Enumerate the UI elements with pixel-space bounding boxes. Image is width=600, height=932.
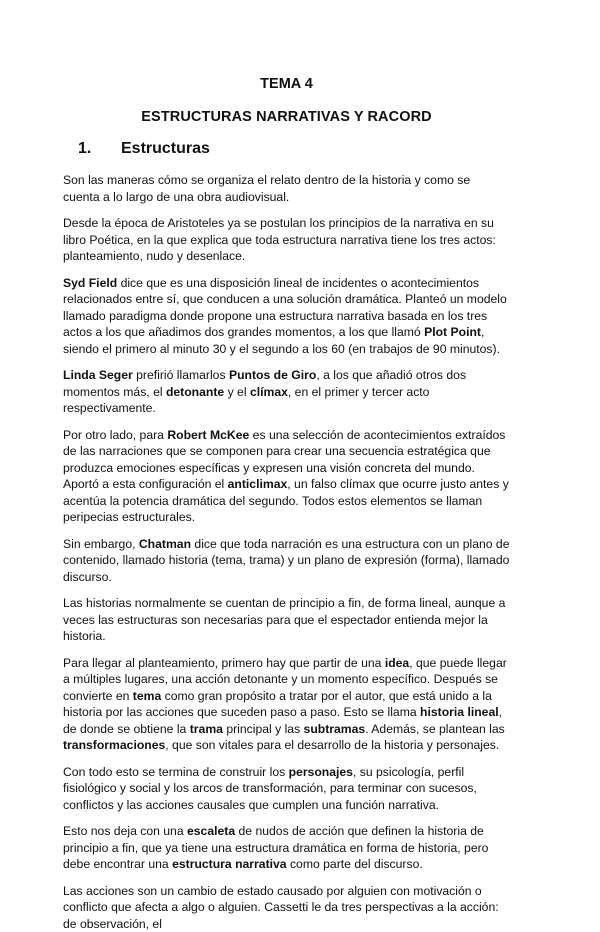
bold-term: tema bbox=[133, 689, 161, 703]
paragraph-robert-mckee bbox=[63, 427, 510, 526]
paragraph-text: , que son vitales para el desarrollo de la historia y personajes. bbox=[165, 738, 499, 752]
paragraph-intro: Son las maneras cómo se organiza el relato dentro de la historia y como se cuenta a lo largo de una obra audiovisual. bbox=[63, 172, 510, 205]
paragraph-text: . Además, se plantean las bbox=[365, 722, 505, 736]
paragraph-syd-field bbox=[63, 275, 510, 358]
bold-term: clímax bbox=[250, 385, 288, 399]
paragraph-text: de nudos de acción que definen la historia de principio a fin, que ya tiene una estructura dramática en forma de historia, pero debe encontrar una bbox=[63, 824, 488, 871]
paragraph-text: Para llegar al planteamiento, primero hay que partir de una bbox=[63, 656, 385, 670]
paragraph-text: como gran propósito a tratar por el autor, que está unido a la historia por las acciones que suceden paso a paso. Esto se llama bbox=[63, 689, 492, 720]
paragraph-text: , su psicología, perfil fisiológico y social y los arcos de transformación, para terminar con sucesos, conflictos y las acciones causales que cumplen una función narrativa. bbox=[63, 765, 477, 812]
bold-term: escaleta bbox=[187, 824, 235, 838]
bold-term: Robert McKee bbox=[167, 428, 249, 442]
paragraph-text: dice que toda narración es una estructura con un plano de contenido, llamado historia (tema, trama) y un plano de expresión (forma), llamado discurso. bbox=[63, 537, 509, 584]
bold-term: Syd Field bbox=[63, 276, 117, 290]
bold-term: trama bbox=[190, 722, 223, 736]
bold-term: Linda Seger bbox=[63, 368, 133, 382]
paragraph-personajes bbox=[63, 764, 510, 814]
paragraph-historias: Las historias normalmente se cuentan de principio a fin, de forma lineal, aunque a veces las estructuras son necesarias para que el espectador entienda mejor la historia. bbox=[63, 595, 510, 645]
paragraph-text: , siendo el primero al minuto 30 y el segundo a los 60 (en trabajos de 90 minutos). bbox=[63, 325, 500, 356]
bold-term: historia lineal bbox=[420, 705, 499, 719]
paragraph-text: , en el primer y tercer acto respectivamente. bbox=[63, 385, 429, 416]
bold-term: Plot Point bbox=[424, 325, 481, 339]
paragraph-text: Sin embargo, bbox=[63, 537, 139, 551]
paragraph-acciones: Las acciones son un cambio de estado causado por alguien con motivación o conflicto que afecta a algo o alguien. Cassetti le da tres perspectivas a la acción: de observación, el bbox=[63, 883, 510, 932]
paragraph-text: , a los que añadió otros dos momentos más, el bbox=[63, 368, 466, 399]
bold-term: subtramas bbox=[304, 722, 366, 736]
paragraph-text: , un falso clímax que ocurre justo antes y acentúa la potencia dramática del segundo. Todos estos elementos se llaman peripecias estructurales. bbox=[63, 477, 509, 524]
bold-term: transformaciones bbox=[63, 738, 165, 752]
paragraph-text: , de donde se obtiene la bbox=[63, 705, 502, 736]
paragraph-aristoteles: Desde la época de Aristoteles ya se postulan los principios de la narrativa en su libro Poética, en la que explica que toda estructura narrativa tiene los tres actos: planteamiento, nudo y desenlace. bbox=[63, 215, 510, 265]
paragraph-text: y el bbox=[224, 385, 250, 399]
bold-term: detonante bbox=[166, 385, 224, 399]
paragraph-linda-seger bbox=[63, 367, 510, 417]
paragraph-text: principal y las bbox=[223, 722, 304, 736]
page-title: ESTRUCTURAS NARRATIVAS Y RACORD bbox=[63, 108, 510, 126]
paragraph-text: como parte del discurso. bbox=[287, 857, 423, 871]
bold-term: personajes bbox=[289, 765, 353, 779]
paragraph-text: Con todo esto se termina de construir los bbox=[63, 765, 289, 779]
bold-term: Puntos de Giro bbox=[229, 368, 316, 382]
bold-term: idea bbox=[385, 656, 409, 670]
paragraph-text: es una selección de acontecimientos extraídos de las narraciones que se componen para crear una secuencia estratégica que produzca emociones específicas y expresen una visión concreta del mundo. Aportó a esta configuración el bbox=[63, 428, 505, 492]
bold-term: estructura narrativa bbox=[172, 857, 286, 871]
paragraph-text: , que puede llegar a múltiples lugares, una acción detonante y un momento específico. Después se convierte en bbox=[63, 656, 507, 703]
bold-term: anticlimax bbox=[228, 477, 288, 491]
section-heading bbox=[63, 139, 510, 159]
paragraph-text: Esto nos deja con una bbox=[63, 824, 187, 838]
bold-term: Chatman bbox=[139, 537, 191, 551]
paragraph-text: Por otro lado, para bbox=[63, 428, 167, 442]
paragraph-text: prefirió llamarlos bbox=[133, 368, 229, 382]
paragraph-text: dice que es una disposición lineal de incidentes o acontecimientos relacionados entre sí, que conducen a una solución dramática. Planteó un modelo llamado paradigma donde propone una estructura narrativa basada en los tres actos a los que añadimos dos grandes momentos, a los que llamó bbox=[63, 276, 507, 340]
tema-label: TEMA 4 bbox=[63, 75, 510, 93]
paragraph-chatman bbox=[63, 536, 510, 586]
section-number: 1. bbox=[63, 139, 121, 159]
section-title: Estructuras bbox=[121, 139, 210, 159]
paragraph-planteamiento bbox=[63, 655, 510, 754]
